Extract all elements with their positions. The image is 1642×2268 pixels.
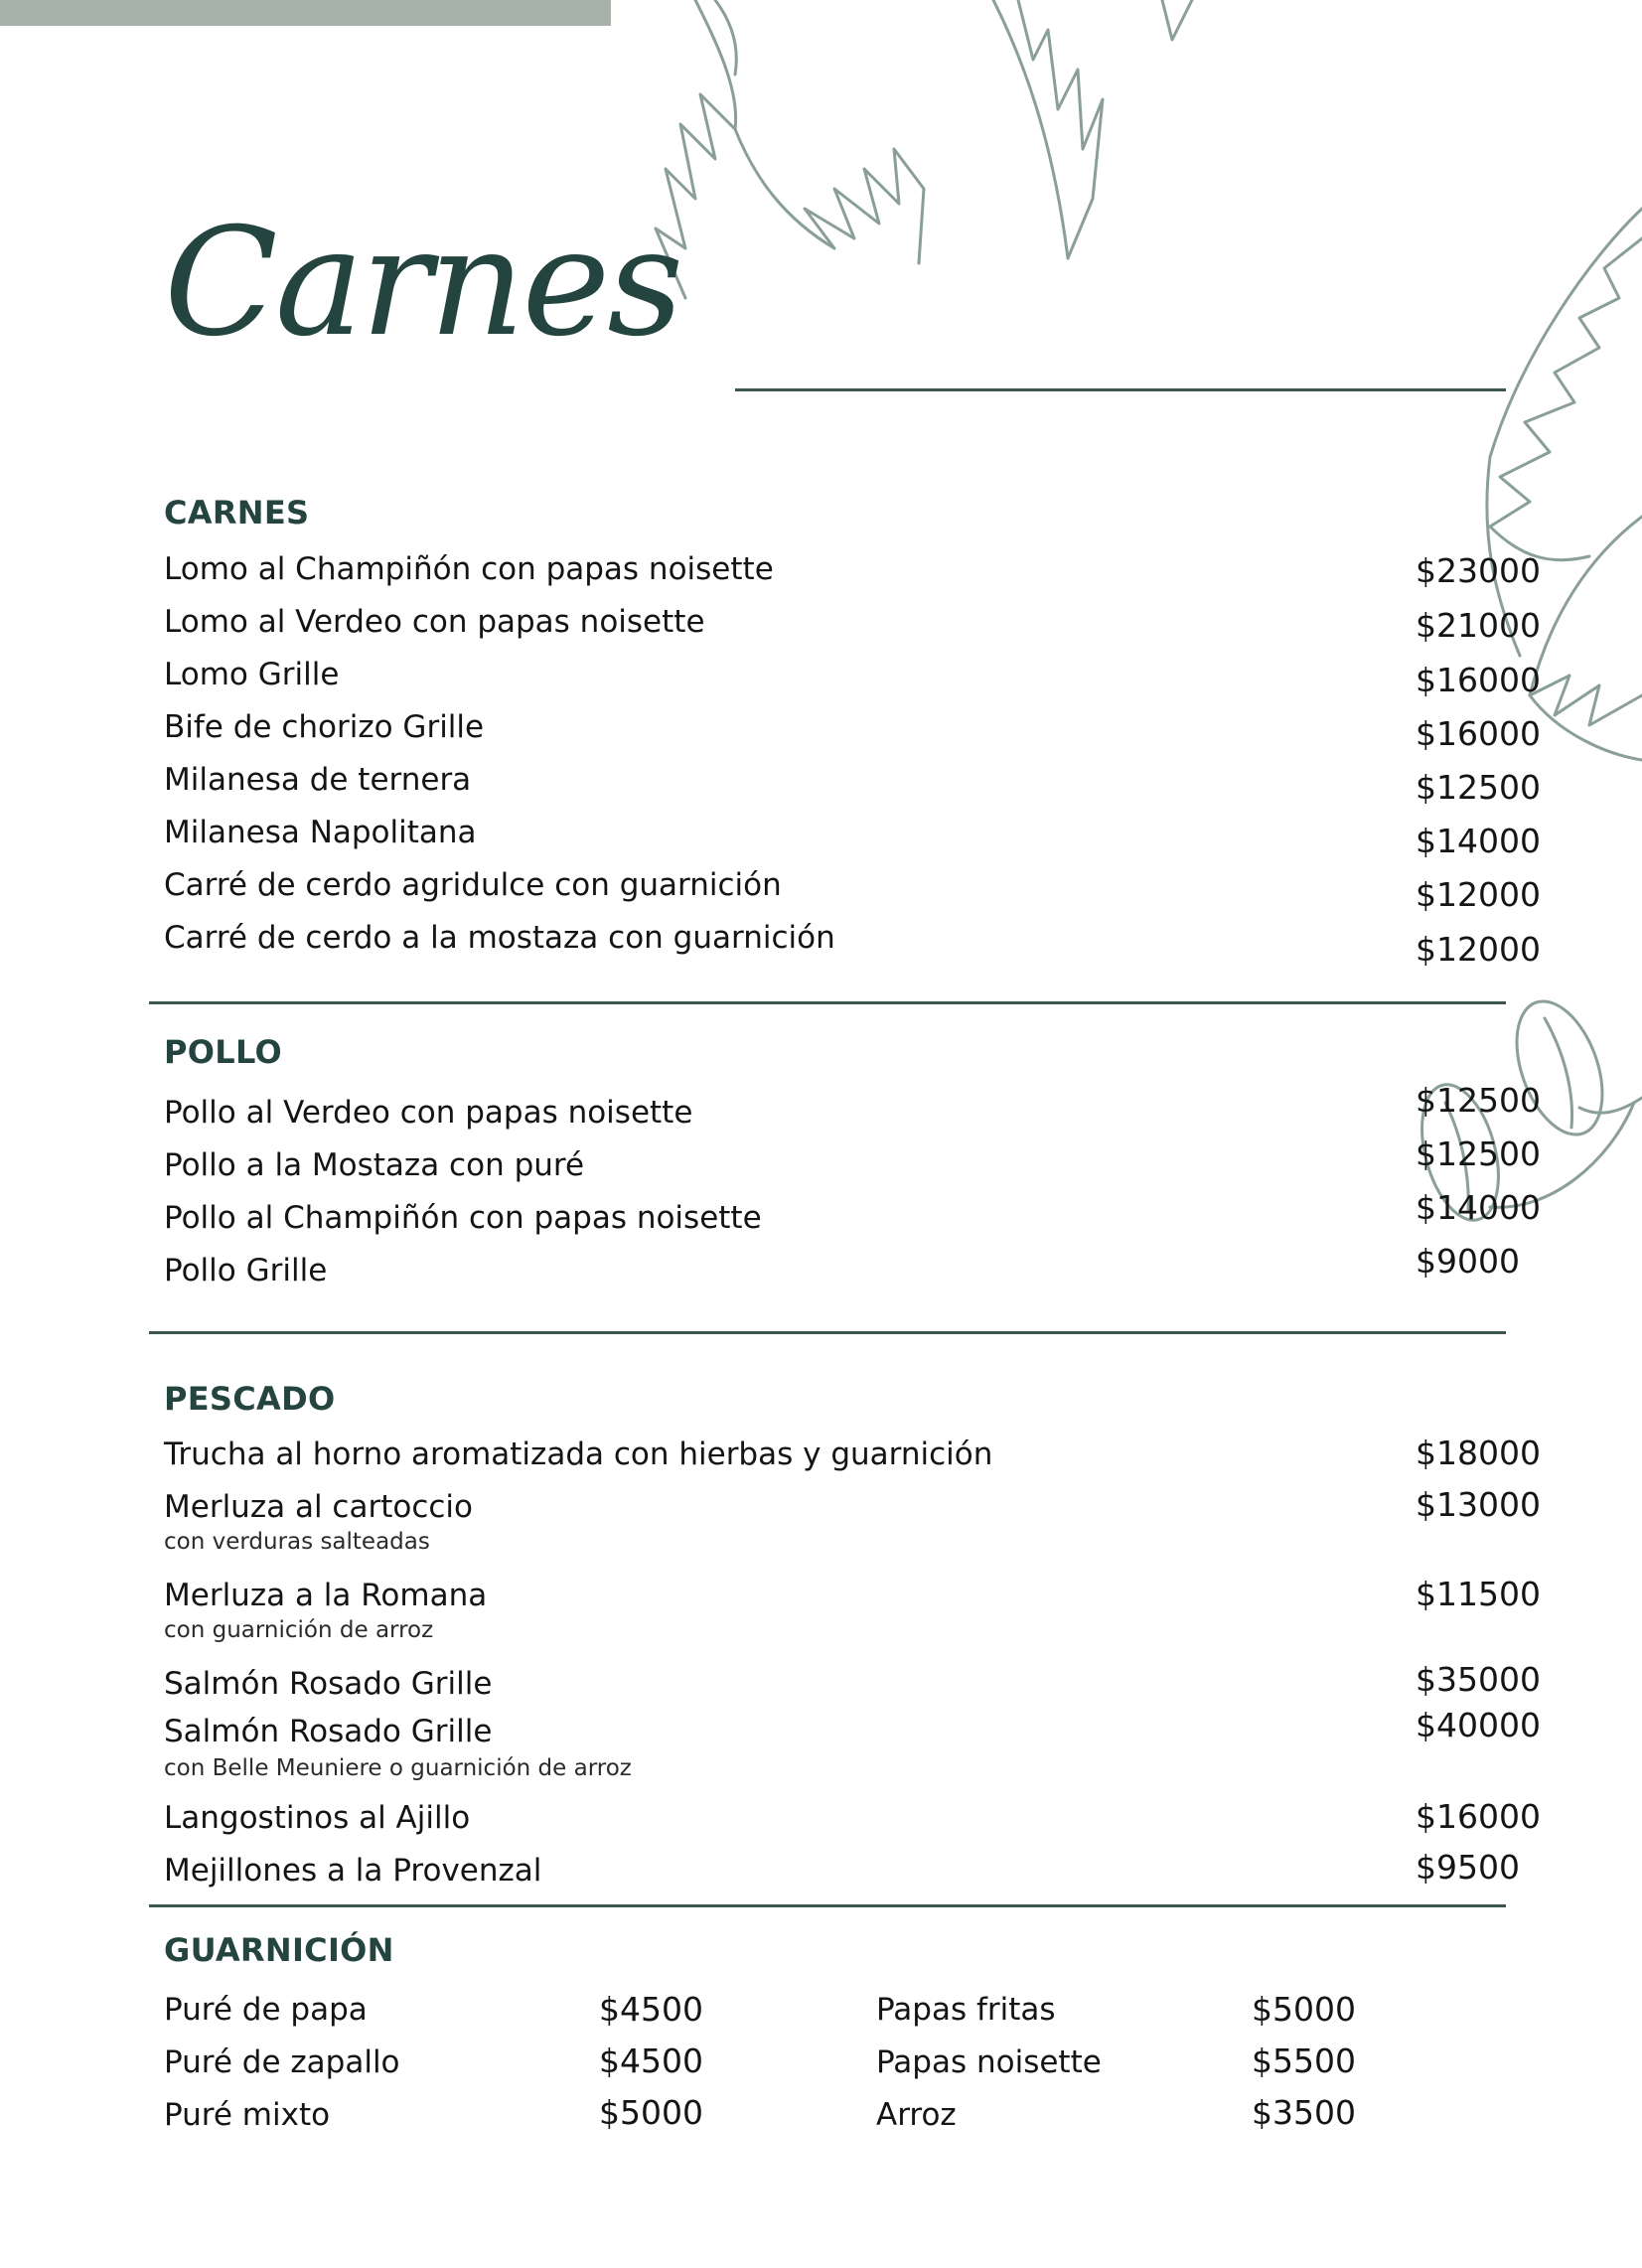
item-price: $13000: [1416, 1485, 1541, 1524]
section-divider: [149, 1001, 1506, 1004]
item-name: Langostinos al Ajillo: [164, 1800, 471, 1836]
item-name: Milanesa de ternera: [164, 762, 472, 798]
section-heading-carnes: CARNES: [164, 494, 310, 531]
item-name: Salmón Rosado Grille: [164, 1666, 493, 1702]
item-name: Bife de chorizo Grille: [164, 709, 485, 745]
item-price: $35000: [1416, 1660, 1541, 1699]
item-price: $9000: [1416, 1242, 1520, 1281]
item-name: Puré mixto: [164, 2097, 331, 2133]
item-name: Pollo al Champiñón con papas noisette: [164, 1200, 762, 1236]
item-note: con Belle Meuniere o guarnición de arroz: [164, 1755, 632, 1781]
item-price: $16000: [1416, 661, 1541, 699]
item-name: Lomo al Verdeo con papas noisette: [164, 604, 705, 640]
item-name: Milanesa Napolitana: [164, 815, 477, 850]
item-name: Carré de cerdo a la mostaza con guarnición: [164, 920, 835, 956]
item-price: $21000: [1416, 606, 1541, 645]
item-name: Pollo al Verdeo con papas noisette: [164, 1095, 693, 1131]
item-name: Carré de cerdo agridulce con guarnición: [164, 867, 782, 903]
section-heading-pescado: PESCADO: [164, 1380, 336, 1418]
item-name: Salmón Rosado Grille: [164, 1714, 493, 1749]
item-price: $40000: [1416, 1706, 1541, 1744]
item-price: $4500: [599, 2041, 703, 2080]
item-price: $4500: [599, 1990, 703, 2029]
item-name: Merluza a la Romana: [164, 1578, 488, 1613]
item-name: Lomo al Champiñón con papas noisette: [164, 551, 774, 587]
title-divider: [735, 388, 1506, 391]
item-price: $9500: [1416, 1848, 1520, 1887]
item-name: Mejillones a la Provenzal: [164, 1853, 542, 1889]
item-price: $11500: [1416, 1575, 1541, 1613]
item-name: Pollo Grille: [164, 1253, 328, 1288]
item-price: $12500: [1416, 1081, 1541, 1120]
section-heading-guarnicion: GUARNICIÓN: [164, 1931, 394, 1969]
item-price: $5000: [599, 2093, 703, 2132]
item-name: Papas noisette: [876, 2044, 1102, 2080]
item-price: $16000: [1416, 1797, 1541, 1836]
item-price: $23000: [1416, 551, 1541, 590]
item-price: $3500: [1252, 2093, 1356, 2132]
section-divider: [149, 1904, 1506, 1907]
item-name: Puré de zapallo: [164, 2044, 400, 2080]
item-price: $14000: [1416, 1188, 1541, 1227]
item-name: Trucha al horno aromatizada con hierbas y guarnición: [164, 1436, 993, 1472]
item-price: $16000: [1416, 714, 1541, 753]
item-price: $12000: [1416, 930, 1541, 969]
item-price: $12500: [1416, 768, 1541, 807]
item-name: Lomo Grille: [164, 657, 340, 692]
item-name: Papas fritas: [876, 1992, 1056, 2028]
page-title: Carnes: [164, 197, 681, 370]
item-name: Puré de papa: [164, 1992, 368, 2028]
item-price: $5500: [1252, 2041, 1356, 2080]
item-price: $12000: [1416, 875, 1541, 914]
item-name: Merluza al cartoccio: [164, 1489, 473, 1525]
item-note: con verduras salteadas: [164, 1529, 430, 1555]
section-divider: [149, 1331, 1506, 1334]
item-note: con guarnición de arroz: [164, 1617, 434, 1643]
item-name: Pollo a la Mostaza con puré: [164, 1147, 585, 1183]
item-price: $14000: [1416, 822, 1541, 860]
item-price: $5000: [1252, 1990, 1356, 2029]
item-price: $12500: [1416, 1134, 1541, 1173]
item-price: $18000: [1416, 1434, 1541, 1472]
section-heading-pollo: POLLO: [164, 1033, 282, 1071]
item-name: Arroz: [876, 2097, 957, 2133]
